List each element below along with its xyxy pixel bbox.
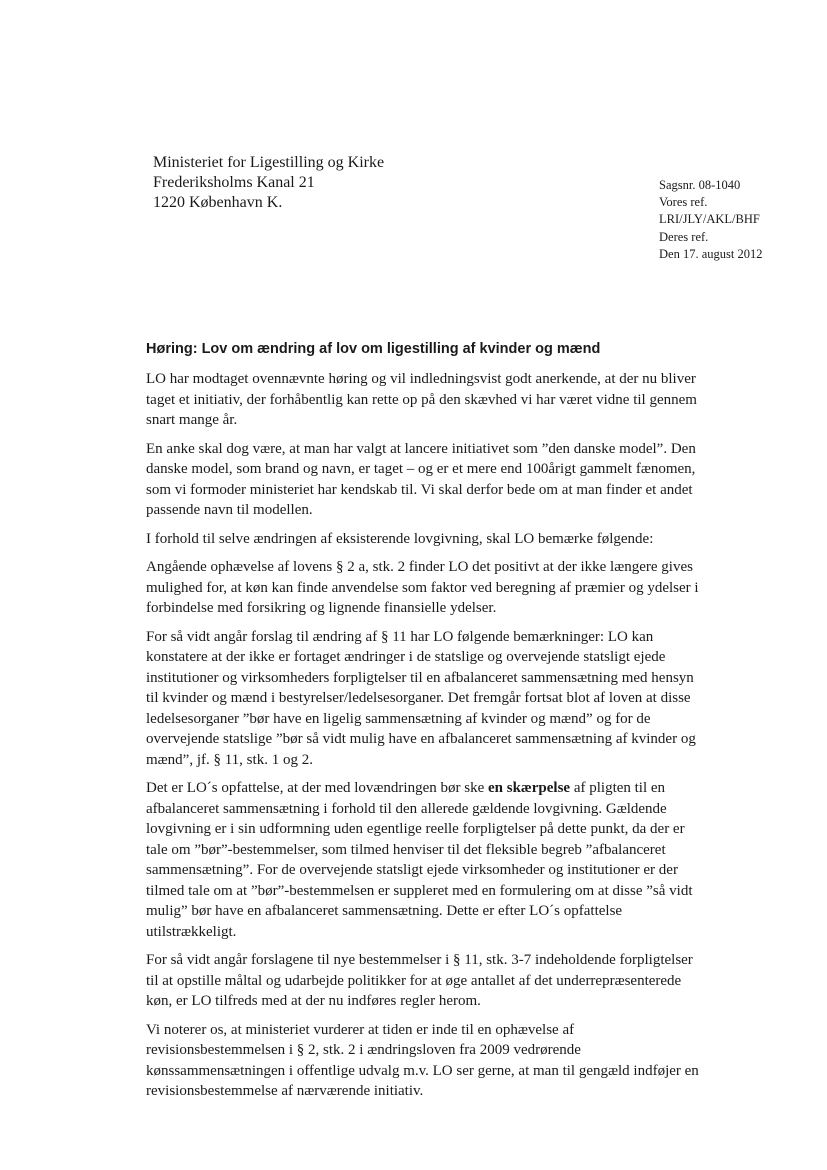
letter-date: Den 17. august 2012 [659, 246, 763, 261]
paragraph-6 [146, 778, 706, 942]
reference-block [659, 177, 762, 263]
paragraph-6-rest: af pligten til en afbalanceret sammensætning i forhold til den allerede gældende lovgivning. Gældende lovgivning er i sin udformning uden egentlige reelle forpligtelser på dette punkt, da der er tale om ”bør”-bestemmelser, som tilmed henviser til det fleksible begreb ”afbalanceret sammensætning”. For de overvejende statsligt ejede virksomheder og institutioner er der tilmed tale om at ”bør”-bestemmelsen er suppleret med en formulering om at disse ”så vidt mulig” bør have en afbalanceret sammensætning. Dette er efter LO´s opfattelse utilstrækkeligt. [146, 780, 693, 940]
paragraph-4: Angående ophævelse af lovens § 2 a, stk. 2 finder LO det positivt at der ikke længere gives mulighed for, at køn kan finde anvendelse som faktor ved beregning af præmier og ydelser i forbindelse med forsikring og lignende finansielle ydelser. [146, 559, 699, 616]
paragraph-3: I forhold til selve ændringen af eksisterende lovgivning, skal LO bemærke følgende: [146, 530, 654, 547]
paragraph-8: Vi noterer os, at ministeriet vurderer at tiden er inde til en ophævelse af revisionsbestemmelsen i § 2, stk. 2 i ændringsloven fra 2009 vedrørende kønssammensætningen i offentlige udvalg m.v. LO ser gerne, at man til gengæld indføjer en revisionsbestemmelse af nærværende initiativ. [146, 1021, 699, 1099]
recipient-address [153, 153, 384, 213]
our-ref: LRI/JLY/AKL/BHF [659, 212, 760, 227]
your-ref-label: Deres ref. [659, 229, 709, 244]
paragraph-2: En anke skal dog være, at man har valgt at lancere initiativet som ”den danske model”. Den danske model, som brand og navn, er taget – og er et mere end 100årigt gammelt fænomen, som vi formoder ministeriet har kendskab til. Vi skal derfor bede om at man finder et andet passende navn til modellen. [146, 440, 696, 518]
paragraph-6-lead: Det er LO´s opfattelse, at der med lovændringen bør ske [146, 780, 488, 796]
letter-body [146, 369, 706, 1110]
paragraph-1: LO har modtaget ovennævnte høring og vil indledningsvist godt anerkende, at der nu bliver taget et initiativ, der forhåbentlig kan rette op på den skævhed vi har været vidne til gennem snart mange år. [146, 371, 697, 428]
paragraph-7: For så vidt angår forslagene til nye bestemmelser i § 11, stk. 3-7 indeholdende forpligtelser til at opstille måltal og udarbejde politikker for at øge antallet af det underrepræsenterede køn, er LO tilfreds med at der nu indføres regler herom. [146, 952, 693, 1009]
paragraph-5: For så vidt angår forslag til ændring af § 11 har LO følgende bemærkninger: LO kan konstatere at der ikke er fortaget ændringer i de statslige og overvejende statsligt ejede institutioner og virksomheders forpligtelser til en afbalanceret sammensætning med hensyn til kvinder og mænd i bestyrelser/ledelsesorganer. Det fremgår fortsat blot af loven at disse ledelsesorganer ”bør have en ligelig sammensætning af kvinder og mænd” og for de overvejende statslige ”bør så vidt mulig have en afbalanceret sammensætning af kvinder og mænd”, jf. § 11, stk. 1 og 2. [146, 628, 696, 768]
paragraph-6-emphasis: en skærpelse [487, 780, 571, 796]
recipient-street: Frederiksholms Kanal 21 [153, 174, 315, 191]
case-number: Sagsnr. 08-1040 [659, 178, 741, 192]
subject-heading: Høring: Lov om ændring af lov om ligestilling af kvinder og mænd [146, 341, 601, 357]
our-ref-label: Vores ref. [659, 195, 708, 210]
recipient-name: Ministeriet for Ligestilling og Kirke [153, 154, 385, 171]
recipient-city: 1220 København K. [153, 194, 283, 211]
